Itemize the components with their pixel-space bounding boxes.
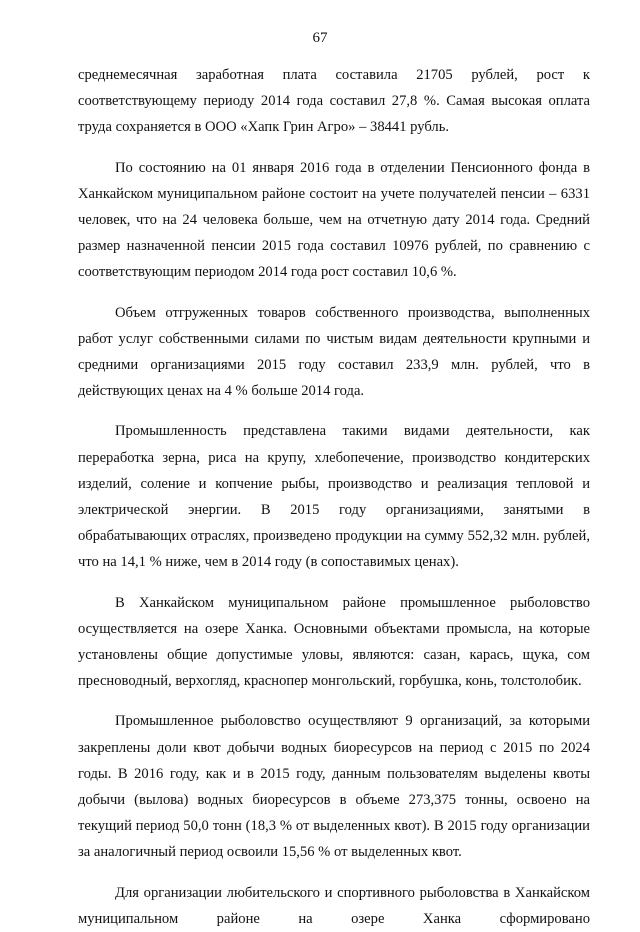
paragraph-4: Промышленность представлена такими видами деятельности, как переработка зерна, риса на крупу, хлебопечение, производство кондитерских изделий, соление и копчение рыбы, производство и реализация тепловой и электрической энергии. В 2015 году организациями, занятыми в обрабатывающих отраслях, произведено продукции на сумму 552,32 млн. рублей, что на 14,1 % ниже, чем в 2014 году (в сопоставимых ценах). (78, 423, 590, 571)
page-number: 67 (312, 30, 328, 46)
paragraph-2: По состоянию на 01 января 2016 года в отделении Пенсионного фонда в Ханкайском муниципальном районе состоит на учете получателей пенсии – 6331 человек, что на 24 человека больше, чем на отчетную дату 2014 года. Средний размер назначенной пенсии 2015 года составил 10976 рублей, по сравнению с соответствующим периодом 2014 года рост составил 10,6 %. (78, 159, 590, 281)
document-body (78, 62, 590, 932)
paragraph-6: Промышленное рыболовство осуществляют 9 организаций, за которыми закреплены доли квот добычи водных биоресурсов на период с 2015 по 2024 годы. В 2016 году, как и в 2015 году, данным пользователям выделены квоты добычи (вылова) водных биоресурсов в объеме 273,375 тонны, освоено на текущий период 50,0 тонн (18,3 % от выделенных квот). В 2015 году организации за аналогичный период освоили 15,56 % от выделенных квот. (78, 713, 590, 861)
paragraph-1: среднемесячная заработная плата составила 21705 рублей, рост к соответствующему периоду 2014 года составил 27,8 %. Самая высокая оплата труда сохраняется в ООО «Хапк Грин Агро» – 38441 рубль. (78, 67, 590, 136)
paragraph-5: В Ханкайском муниципальном районе промышленное рыболовство осуществляется на озере Ханка. Основными объектами промысла, на которые установлены общие допустимые уловы, являются: сазан, карась, щука, сом пресноводный, верхогляд, краснопер монгольский, горбушка, конь, толстолобик. (78, 594, 590, 690)
paragraph-3: Объем отгруженных товаров собственного производства, выполненных работ услуг собственными силами по чистым видам деятельности крупными и средними организациями 2015 году составил 233,9 млн. рублей, что в действующих ценах на 4 % больше 2014 года. (78, 304, 590, 400)
paragraph-7: Для организации любительского и спортивного рыболовства в Ханкайском муниципальном районе на озере Ханка сформировано (78, 884, 590, 927)
